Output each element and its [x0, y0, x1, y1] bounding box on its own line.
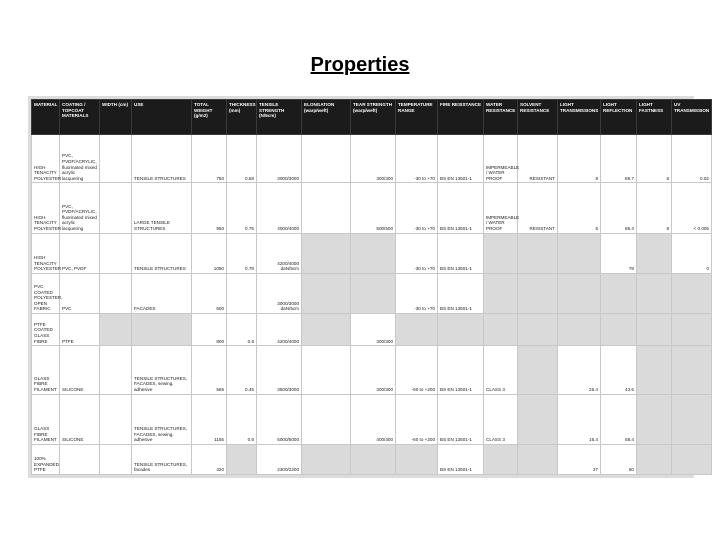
table-cell: [637, 444, 672, 474]
table-cell: [518, 273, 558, 313]
table-cell: 58.4: [601, 394, 637, 444]
table-cell: [100, 135, 132, 183]
table-row: [32, 444, 712, 474]
table-cell: TENSILE STRUCTURES, FACADES, sewing, adhesive: [132, 394, 192, 444]
table-cell: SILICONE: [60, 346, 100, 394]
table-cell: HIGH TENACITY POLYESTER: [32, 233, 60, 273]
table-cell: 5000/5000: [257, 394, 302, 444]
table-cell: [484, 233, 518, 273]
table-cell: 300/300: [351, 314, 396, 346]
table-cell: 26.4: [558, 346, 601, 394]
table-cell: 60: [601, 444, 637, 474]
table-cell: [302, 394, 351, 444]
table-row: [32, 346, 712, 394]
table-cell: PVC COATED POLYESTER, OPEN FABRIC: [32, 273, 60, 313]
table-cell: LARGE TENSILE STRUCTURES: [132, 183, 192, 233]
column-header: WIDTH (cm): [100, 100, 132, 135]
table-cell: PTFE: [60, 314, 100, 346]
table-cell: 8: [637, 135, 672, 183]
table-cell: SILICONE: [60, 394, 100, 444]
column-header: TEAR STRENGTH (warp/weft): [351, 100, 396, 135]
table-cell: [484, 273, 518, 313]
table-cell: 0.6: [227, 394, 257, 444]
table-cell: [438, 314, 484, 346]
table-cell: PVC, PVDF/ACRYLIC, fluorinated mixed acrylic lacquering: [60, 183, 100, 233]
table-cell: 78: [601, 233, 637, 273]
column-header: THICKNESS (mm): [227, 100, 257, 135]
table-cell: 2300/2200: [257, 444, 302, 474]
column-header: USE: [132, 100, 192, 135]
table-cell: TENSILE STRUCTURES: [132, 135, 192, 183]
table-cell: 0.45: [227, 346, 257, 394]
table-cell: 86.7: [601, 135, 637, 183]
table-row: [32, 233, 712, 273]
table-cell: < 0.005: [672, 183, 712, 233]
table-cell: BS EN 13501-1: [438, 273, 484, 313]
table-cell: BS EN 13501-1: [438, 135, 484, 183]
table-cell: [558, 233, 601, 273]
table-cell: PVC: [60, 273, 100, 313]
table-cell: [672, 273, 712, 313]
table-cell: [637, 314, 672, 346]
table-cell: [100, 233, 132, 273]
table-cell: [518, 444, 558, 474]
table-cell: 1155: [192, 394, 227, 444]
table-cell: TENSILE STRUCTURES: [132, 233, 192, 273]
table-cell: CLASS 3: [484, 394, 518, 444]
table-cell: [484, 444, 518, 474]
table-cell: 320: [192, 444, 227, 474]
table-cell: [100, 444, 132, 474]
table-cell: [100, 183, 132, 233]
table-cell: -60 to +200: [396, 346, 438, 394]
table-body: [32, 135, 712, 475]
table-cell: GLASS FIBRE FILAMENT: [32, 394, 60, 444]
table-cell: [302, 135, 351, 183]
table-cell: IMPERMEABLE / WATER PROOF: [484, 183, 518, 233]
table-cell: [100, 314, 132, 346]
table-cell: [100, 346, 132, 394]
page-title: Properties: [310, 54, 410, 76]
table-cell: [637, 346, 672, 394]
table-cell: -60 to +200: [396, 394, 438, 444]
table-cell: TENSILE STRUCTURES, FACADES, sewing, adhesive: [132, 346, 192, 394]
table-cell: [518, 394, 558, 444]
table-row: [32, 273, 712, 313]
table-cell: 3500/3000: [257, 346, 302, 394]
column-header: FIRE RESISTANCE: [438, 100, 484, 135]
table-cell: FACADES: [132, 273, 192, 313]
table-cell: [100, 273, 132, 313]
table-cell: 300/300: [351, 135, 396, 183]
table-cell: [637, 394, 672, 444]
table-row: [32, 314, 712, 346]
table-cell: [601, 314, 637, 346]
table-cell: [227, 444, 257, 474]
column-header: MATERIAL: [32, 100, 60, 135]
table-cell: 3000/3000: [257, 135, 302, 183]
table-cell: 0.78: [227, 233, 257, 273]
table-cell: [132, 314, 192, 346]
table-cell: RESISTANT: [518, 183, 558, 233]
table-cell: 3000/3000 daN/5cm: [257, 273, 302, 313]
table-cell: PVC, PVDF/ACRYLIC, fluorinated mixed acrylic lacquering: [60, 135, 100, 183]
table-cell: 37: [558, 444, 601, 474]
table-cell: [672, 394, 712, 444]
table-cell: [100, 394, 132, 444]
table-cell: 0.58: [227, 135, 257, 183]
table-cell: -30 to +70: [396, 183, 438, 233]
table-cell: PVC, PVDF: [60, 233, 100, 273]
table-cell: 8: [558, 135, 601, 183]
table-cell: 86.4: [601, 183, 637, 233]
table-cell: [302, 183, 351, 233]
table-cell: [351, 233, 396, 273]
column-header: LIGHT REFLECTION: [601, 100, 637, 135]
column-header: LIGHT TRANSMISSIONS: [558, 100, 601, 135]
table-cell: 0.75: [227, 183, 257, 233]
table-cell: 800: [192, 314, 227, 346]
table-cell: [518, 346, 558, 394]
table-cell: [351, 444, 396, 474]
table-cell: RESISTANT: [518, 135, 558, 183]
table-cell: 300/300: [351, 346, 396, 394]
column-header: LIGHT FASTNESS: [637, 100, 672, 135]
column-header: SOLVENT RESISTANCE: [518, 100, 558, 135]
table-cell: [302, 346, 351, 394]
table-cell: [302, 314, 351, 346]
table-cell: 400/400: [351, 394, 396, 444]
table-cell: [518, 314, 558, 346]
table-cell: [302, 273, 351, 313]
table-cell: [396, 314, 438, 346]
table-cell: [302, 233, 351, 273]
table-cell: 950: [192, 183, 227, 233]
table-cell: BS EN 13501-1: [438, 394, 484, 444]
table-cell: BS EN 13501-1: [438, 183, 484, 233]
column-header: ELONGATION (warp/weft): [302, 100, 351, 135]
table-cell: [484, 314, 518, 346]
column-header: WATER RESISTANCE: [484, 100, 518, 135]
table-cell: 1050: [192, 233, 227, 273]
column-header: TEMPERATURE RANGE: [396, 100, 438, 135]
table-cell: -30 to +70: [396, 273, 438, 313]
table-cell: BS EN 13501-1: [438, 346, 484, 394]
table-cell: 0.02: [672, 135, 712, 183]
table-cell: [672, 346, 712, 394]
table-cell: PTFE COATED GLASS FIBRE: [32, 314, 60, 346]
table-cell: -30 to +70: [396, 135, 438, 183]
table-cell: 43.5: [601, 346, 637, 394]
table-cell: CLASS 3: [484, 346, 518, 394]
table-cell: HIGH TENACITY POLYESTER: [32, 183, 60, 233]
table-cell: BS EN 13501-1: [438, 444, 484, 474]
table-cell: [227, 273, 257, 313]
table-cell: [302, 444, 351, 474]
table-cell: [351, 273, 396, 313]
table-cell: [60, 444, 100, 474]
column-header: TOTAL WEIGHT (g/m2): [192, 100, 227, 135]
table-cell: [558, 273, 601, 313]
table-cell: [396, 444, 438, 474]
table-cell: -30 to +70: [396, 233, 438, 273]
table-cell: HIGH TENACITY POLYESTER: [32, 135, 60, 183]
table-cell: IMPERMEABLE / WATER PROOF: [484, 135, 518, 183]
table-cell: 565: [192, 346, 227, 394]
table-cell: 500/500: [351, 183, 396, 233]
column-header: UV TRANSMISSION: [672, 100, 712, 135]
table-cell: 4200/4000: [257, 314, 302, 346]
column-header: COATING / TOPCOAT MATERIALS: [60, 100, 100, 135]
table-cell: [601, 273, 637, 313]
table-cell: [518, 233, 558, 273]
table-cell: [672, 444, 712, 474]
table-cell: 0.6: [227, 314, 257, 346]
table-cell: 4200/4000 daN/5cm: [257, 233, 302, 273]
table-row: [32, 394, 712, 444]
table-header-row: [32, 100, 712, 135]
table-cell: 100% EXPANDED PTFE: [32, 444, 60, 474]
table-cell: 5: [558, 183, 601, 233]
table-cell: [637, 233, 672, 273]
properties-table: [31, 99, 712, 475]
table-cell: GLASS FIBRE FILAMENT: [32, 346, 60, 394]
table-cell: 750: [192, 135, 227, 183]
table-row: [32, 135, 712, 183]
table-cell: 8: [637, 183, 672, 233]
table-cell: 16.4: [558, 394, 601, 444]
table-cell: 600: [192, 273, 227, 313]
table-cell: 0: [672, 233, 712, 273]
table-cell: 4000/4000: [257, 183, 302, 233]
table-cell: [672, 314, 712, 346]
column-header: TENSILE STRENGTH (N/5cm): [257, 100, 302, 135]
table-cell: [558, 314, 601, 346]
table-row: [32, 183, 712, 233]
table-cell: TENSILE STRUCTURES, facades: [132, 444, 192, 474]
table-cell: BS EN 13501-1: [438, 233, 484, 273]
table-cell: [637, 273, 672, 313]
